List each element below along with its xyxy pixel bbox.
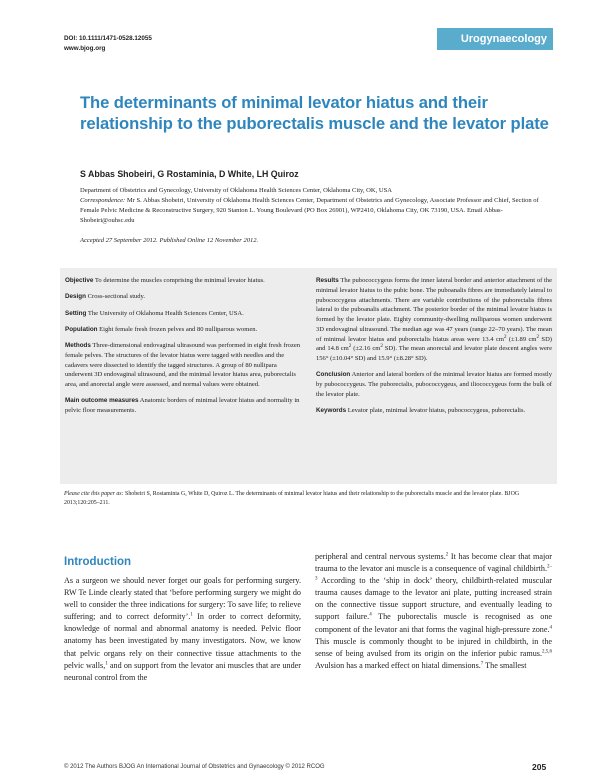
affiliation-block: [80, 186, 550, 226]
doi: DOI: 10.1111/1471-0528.12055: [64, 35, 152, 42]
abstract-outcome: Main outcome measures Anatomic borders of minimal levator hiatus and normality in pelvic floor measurements.: [65, 397, 300, 414]
article-title: The determinants of minimal levator hiatus and their relationship to the puborectalis muscle and the levator plate: [80, 93, 549, 134]
abstract-left-column: [65, 276, 305, 422]
abstract-results: Results The pubococcygeus forms the inner lateral border and anterior attachment of the minimal levator hiatus to the pubic bone. The puboanalis fibres are immediately lateral to pubococcygeus attachments. There are variable contributions of the puborectalis fibres lateral to the puboanalis attachment. The posterior border of the minimal levator hiatus is formed by the levator plate. Eighty community-dwelling nulliparous women underwent 3D endovaginal ultrasound. The median age was 47 years (range 22–70 years). The mean of minimal levator hiatus and puborectalis hiatus areas were 13.4 $cm^2$ (±1.89 $cm^2$ SD) and 14.8 $cm^2$ (±2.16 $cm^2$ SD). The mean anorectal and levator plate descent angles were 156° (±10.04° SD) and 15.9° (±8.28° SD).: [316, 277, 552, 362]
abstract-keywords: Keywords Levator plate, minimal levator hiatus, pubococcygeus, puborectalis.: [316, 407, 526, 414]
section-banner: Urogynaecology: [437, 28, 553, 50]
page-number: 205: [532, 762, 547, 772]
abstract-objective: Objective To determine the muscles comprising the minimal levator hiatus.: [65, 277, 265, 284]
abstract-setting: Setting The University of Oklahoma Health Sciences Center, USA.: [65, 309, 244, 317]
abstract-population: Population Eight female fresh frozen pelves and 80 nulliparous women.: [65, 325, 258, 333]
journal-url[interactable]: www.bjog.org: [64, 44, 106, 52]
abstract-design: Design Cross-sectional study.: [65, 293, 146, 301]
author-list: S Abbas Shobeiri, G Rostaminia, D White, LH Quiroz: [80, 169, 299, 179]
doi-block: [64, 34, 152, 53]
citation: Please cite this paper as: Shobeiri S, Rostaminia G, White D, Quiroz L. The determinants of minimal levator hiatus and their relationship to the puborectalis muscle and the levator plate. BJOG 2013;120:205–211.: [64, 491, 520, 507]
body-left-column: As a surgeon we should never forget our goals for performing surgery. RW Te Linde clearly stated that ‘before performing surgery we might do well to consider the three indications for surgery: To save life; to relieve suffering; and to correct deformity’.$^1$ In order to correct deformity, knowledge of normal and abnormal anatomy is needed. Pelvic floor anatomy has been investigated by many investigators. Now, we know that pelvic organs rely on their connective tissue attachments to the pelvic walls,$^1$ and on support from the levator ani muscles that are under neuronal control from the: [64, 576, 301, 682]
accepted-date: Accepted 27 September 2012. Published Online 12 November 2012.: [80, 237, 259, 244]
abstract-conclusion: Conclusion Anterior and lateral borders of the minimal levator hiatus are formed mostly by pubococcygeus. The puborectalis, pubococcygeus, and iliococcygeus form the bulk of the levator plate.: [316, 371, 552, 398]
introduction-heading: Introduction: [64, 556, 132, 568]
copyright-footer: © 2012 The Authors BJOG An International Journal of Obstetrics and Gynaecology © 2012 RCOG: [64, 764, 325, 770]
correspondence: Correspondence: Mr S. Abbas Shobeiri, University of Oklahoma Health Sciences Center, Department of Obstetrics and Gynecology, Associate Professor and Chief, Section of Female Pelvic Medicine & Reconstructive Surgery, 920 Stanton L. Young Boulevard (PO Box 26901), WP2410, Oklahoma City, OK 73190, USA. Email Abbas-Shobeiri@ouhsc.edu: [80, 196, 539, 224]
affiliation: Department of Obstetrics and Gynecology, University of Oklahoma Health Sciences Center, Oklahoma City, OK, USA: [80, 187, 392, 194]
abstract-methods: Methods Three-dimensional endovaginal ultrasound was performed in eight fresh frozen female pelves. The structures of the levator hiatus were tagged with needles and the cadavers were dissected to identify the tagged structures. A group of 80 nullipara underwent 3D endovaginal ultrasound, and the minimal levator hiatus area, puborectalis area, and anorectal angle were assessed, and normal values were obtained.: [65, 342, 301, 388]
body-right-column: peripheral and central nervous systems.$^2$ It has become clear that major trauma to the levator ani muscle is a consequence of vaginal childbirth.$^{2-3}$ According to the ‘ship in dock’ theory, childbirth-related muscular trauma causes damage to the levator ani plate, putting increased strain on the connective tissue support structure, and eventually leading to support failure.$^4$ The puborectalis muscle is recognised as one component of the levator ani that forms the vaginal high-pressure zone.$^4$ This muscle is commonly thought to be injured in childbirth, in the sense of being avulsed from its origin on the inferior pubic ramus.$^{2,5,6}$ Avulsion has a marked effect on hiatal dimensions.$^7$ The smallest: [315, 552, 552, 670]
abstract-right-column: [316, 276, 552, 422]
